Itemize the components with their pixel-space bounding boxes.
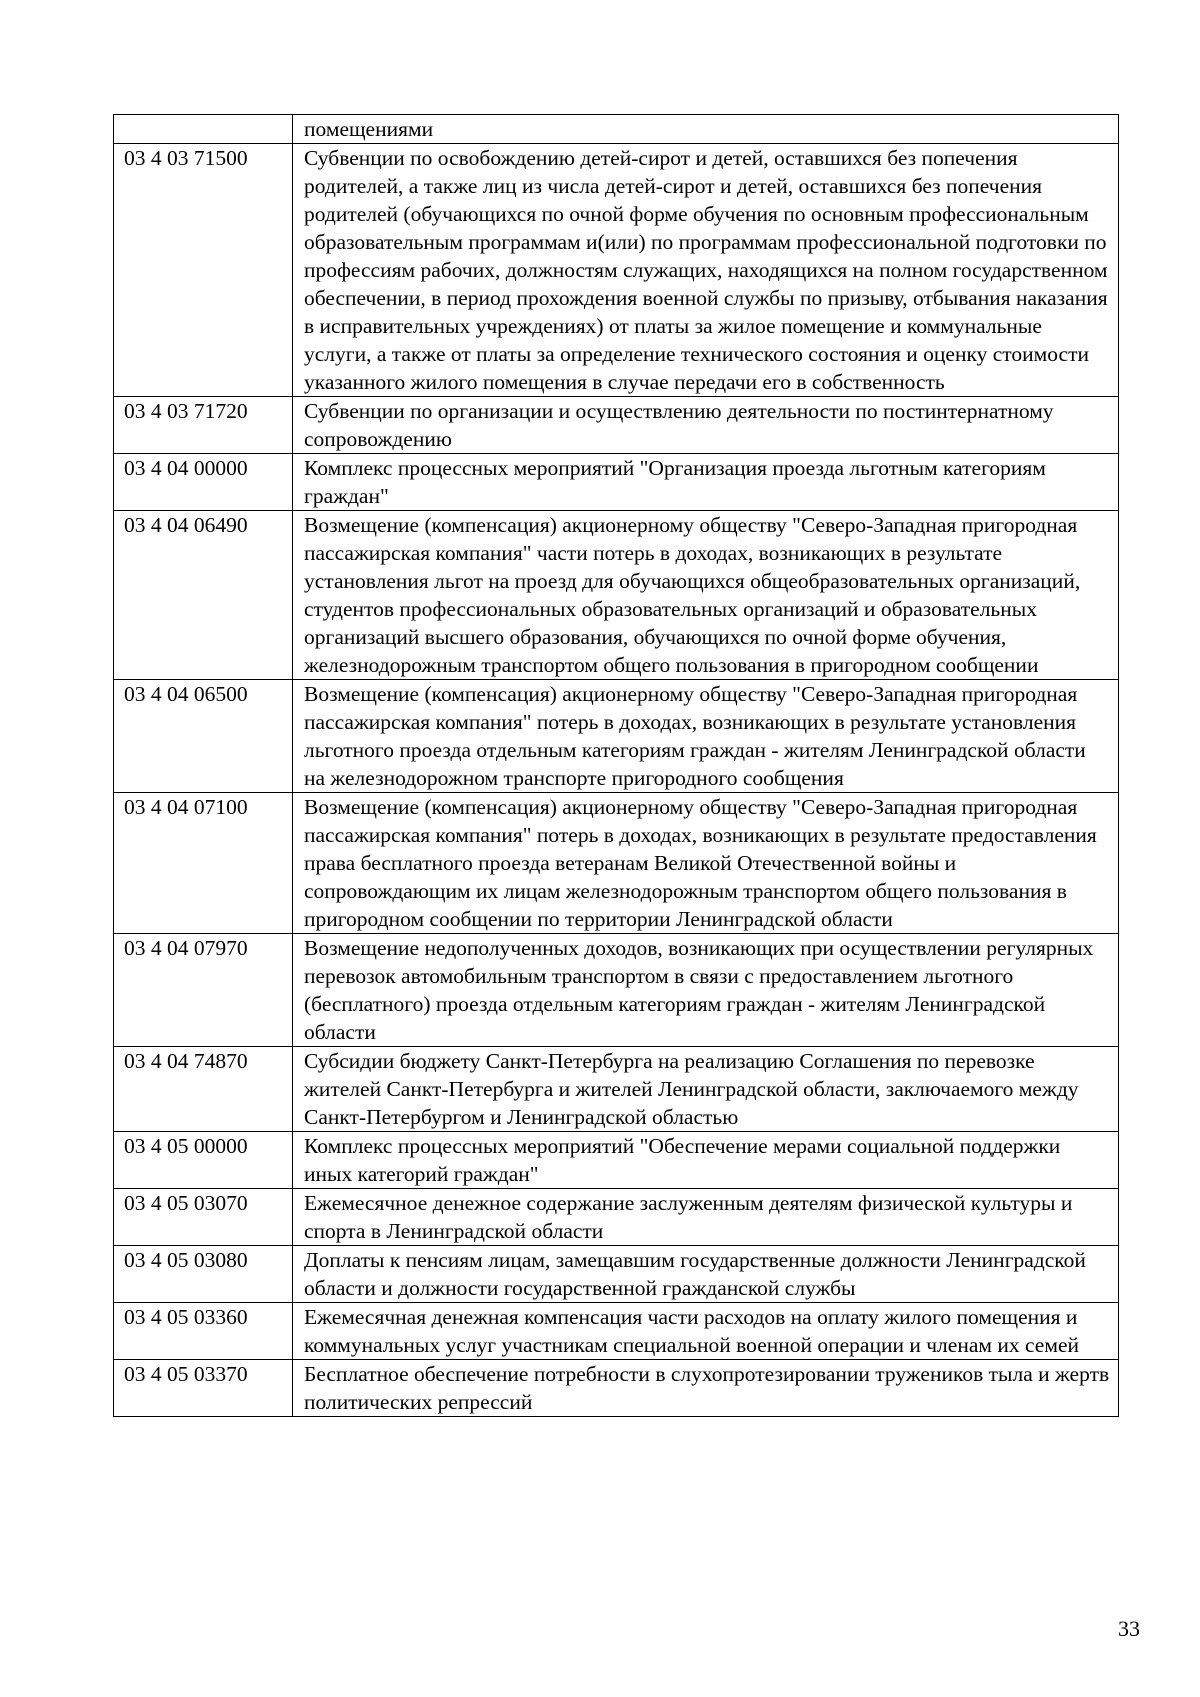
description-cell: Комплекс процессных мероприятий "Организация проезда льготным категориям граждан" (293, 454, 1119, 511)
code-cell: 03 4 04 00000 (114, 454, 293, 511)
code-cell: 03 4 05 00000 (114, 1132, 293, 1189)
description-cell: Субсидии бюджету Санкт-Петербурга на реализацию Соглашения по перевозке жителей Санкт-Петербурга и жителей Ленинградской области, заключаемого между Санкт-Петербургом и Ленинградской областью (293, 1047, 1119, 1132)
code-cell: 03 4 04 07100 (114, 793, 293, 934)
code-cell: 03 4 03 71720 (114, 397, 293, 454)
code-cell: 03 4 04 74870 (114, 1047, 293, 1132)
page-number: 33 (1118, 1616, 1140, 1641)
description-cell: Комплекс процессных мероприятий "Обеспечение мерами социальной поддержки иных категорий граждан" (293, 1132, 1119, 1189)
table-row (114, 1189, 1119, 1246)
description-cell: Субвенции по освобождению детей-сирот и детей, оставшихся без попечения родителей, а также лиц из числа детей-сирот и детей, оставшихся без попечения родителей (обучающихся по очной форме обучения по основным профессиональным образовательным программам и(или) по программам профессиональной подготовки по профессиям рабочих, должностям служащих, находящихся на полном государственном обеспечении, в период прохождения военной службы по призыву, отбывания наказания в исправительных учреждениях) от платы за жилое помещение и коммунальные услуги, а также от платы за определение технического состояния и оценку стоимости указанного жилого помещения в случае передачи его в собственность (293, 144, 1119, 397)
description-cell: Возмещение (компенсация) акционерному обществу "Северо-Западная пригородная пассажирская компания" части потерь в доходах, возникающих в результате установления льгот на проезд для обучающихся общеобразовательных организаций, студентов профессиональных образовательных организаций и образовательных организаций высшего образования, обучающихся по очной форме обучения, железнодорожным транспортом общего пользования в пригородном сообщении (293, 511, 1119, 680)
table-row (114, 793, 1119, 934)
table-row (114, 934, 1119, 1047)
table-row (114, 1246, 1119, 1303)
description-cell: Ежемесячное денежное содержание заслуженным деятелям физической культуры и спорта в Ленинградской области (293, 1189, 1119, 1246)
table-row (114, 511, 1119, 680)
table-row (114, 1132, 1119, 1189)
table-row (114, 397, 1119, 454)
table-row (114, 1047, 1119, 1132)
table-row (114, 1360, 1119, 1417)
description-cell: Ежемесячная денежная компенсация части расходов на оплату жилого помещения и коммунальных услуг участникам специальной военной операции и членам их семей (293, 1303, 1119, 1360)
code-cell (114, 115, 293, 144)
code-cell: 03 4 05 03080 (114, 1246, 293, 1303)
code-cell: 03 4 05 03360 (114, 1303, 293, 1360)
code-cell: 03 4 04 07970 (114, 934, 293, 1047)
description-cell: Субвенции по организации и осуществлению деятельности по постинтернатному сопровождению (293, 397, 1119, 454)
code-cell: 03 4 04 06500 (114, 680, 293, 793)
description-cell: Возмещение (компенсация) акционерному обществу "Северо-Западная пригородная пассажирская компания" потерь в доходах, возникающих в результате установления льготного проезда отдельным категориям граждан - жителям Ленинградской области на железнодорожном транспорте пригородного сообщения (293, 680, 1119, 793)
code-cell: 03 4 04 06490 (114, 511, 293, 680)
table-row (114, 680, 1119, 793)
table-row (114, 1303, 1119, 1360)
code-cell: 03 4 05 03370 (114, 1360, 293, 1417)
table-row (114, 115, 1119, 144)
budget-classification-table (113, 114, 1119, 1417)
description-cell: Доплаты к пенсиям лицам, замещавшим государственные должности Ленинградской области и должности государственной гражданской службы (293, 1246, 1119, 1303)
description-cell: помещениями (293, 115, 1119, 144)
description-cell: Возмещение недополученных доходов, возникающих при осуществлении регулярных перевозок автомобильным транспортом в связи с предоставлением льготного (бесплатного) проезда отдельным категориям граждан - жителям Ленинградской области (293, 934, 1119, 1047)
code-cell: 03 4 03 71500 (114, 144, 293, 397)
description-cell: Бесплатное обеспечение потребности в слухопротезировании тружеников тыла и жертв политических репрессий (293, 1360, 1119, 1417)
table-row (114, 144, 1119, 397)
code-cell: 03 4 05 03070 (114, 1189, 293, 1246)
description-cell: Возмещение (компенсация) акционерному обществу "Северо-Западная пригородная пассажирская компания" потерь в доходах, возникающих в результате предоставления права бесплатного проезда ветеранам Великой Отечественной войны и сопровождающим их лицам железнодорожным транспортом общего пользования в пригородном сообщении по территории Ленинградской области (293, 793, 1119, 934)
table-row (114, 454, 1119, 511)
